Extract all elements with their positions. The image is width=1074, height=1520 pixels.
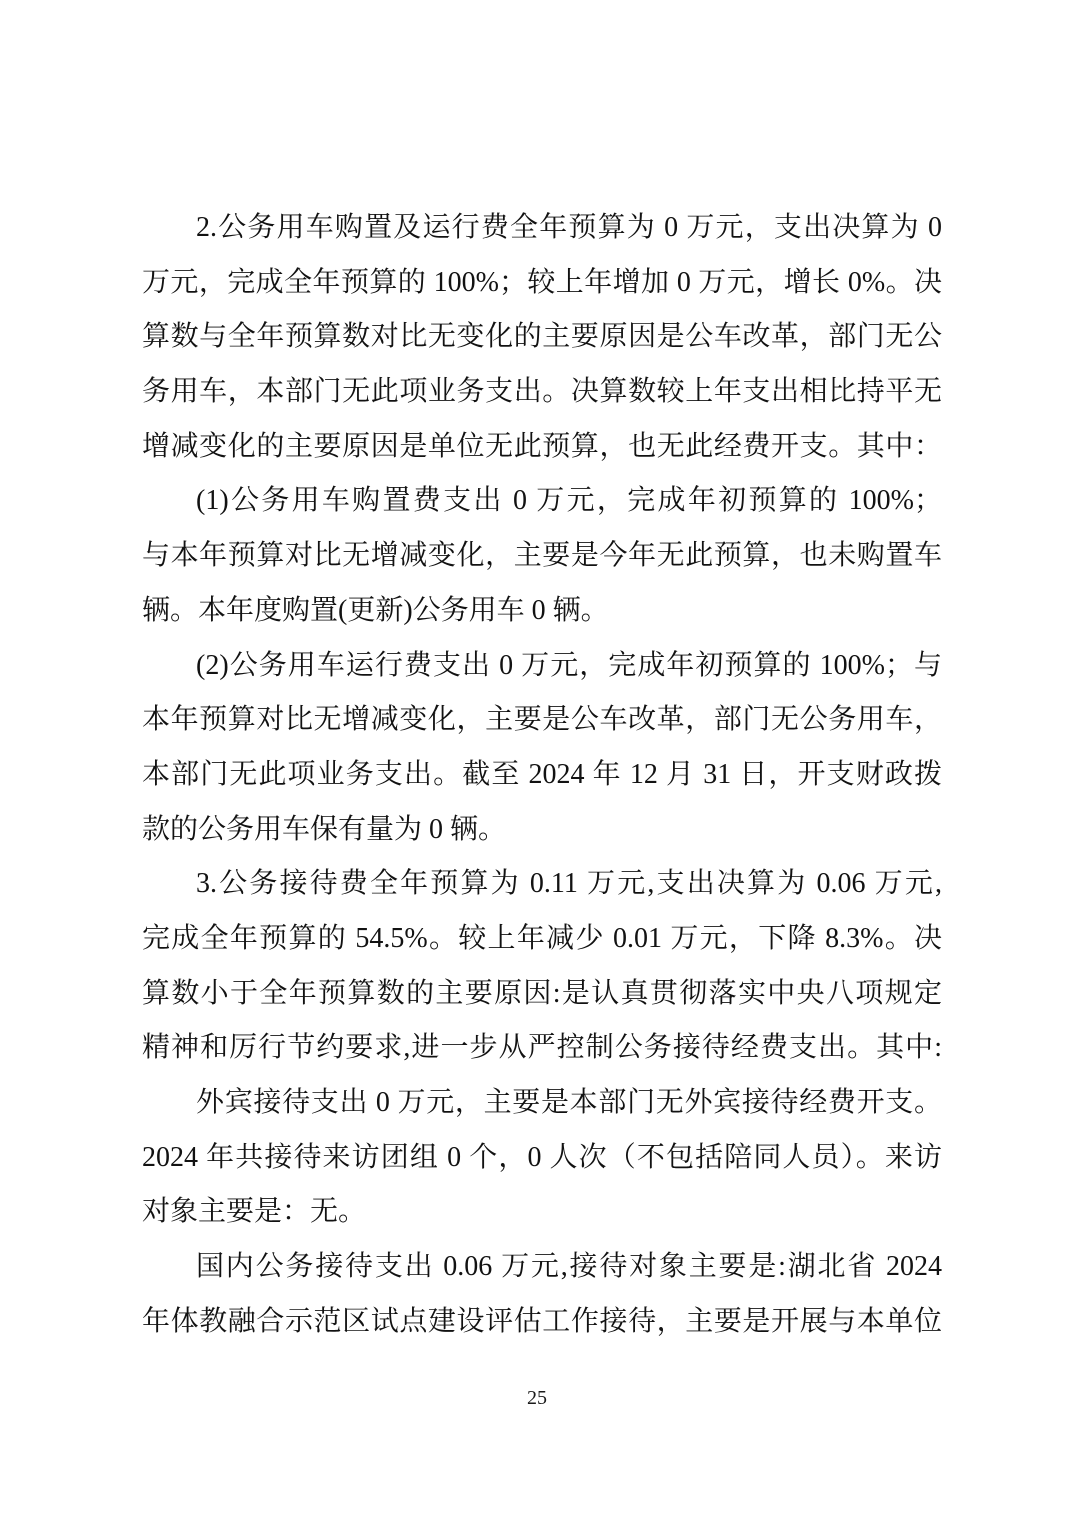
text-line: 国内公务接待支出 0.06 万元,接待对象主要是:湖北省 2024 bbox=[196, 1251, 942, 1283]
text-line: 款的公务用车保有量为 0 辆。 bbox=[142, 813, 507, 845]
page-number: 25 bbox=[527, 1387, 547, 1409]
text-line: 精神和厉行节约要求,进一步从严控制公务接待经费支出。其中: bbox=[142, 1032, 942, 1064]
text-line: 本年预算对比无增减变化，主要是公车改革，部门无公务用车， bbox=[142, 704, 942, 736]
text-line: 万元，完成全年预算的 100%；较上年增加 0 万元，增长 0%。决 bbox=[142, 266, 942, 298]
document-body bbox=[142, 201, 942, 1349]
text-line: 2.公务用车购置及运行费全年预算为 0 万元，支出决算为 0 bbox=[196, 212, 942, 243]
text-line: 2024 年共接待来访团组 0 个，0 人次（不包括陪同人员）。来访 bbox=[142, 1141, 942, 1173]
text-line: 本部门无此项业务支出。截至 2024 年 12 月 31 日，开支财政拨 bbox=[142, 758, 942, 790]
text-line: 对象主要是：无。 bbox=[142, 1196, 367, 1228]
text-line: 年体教融合示范区试点建设评估工作接待，主要是开展与本单位 bbox=[142, 1305, 942, 1337]
text-line: 算数小于全年预算数的主要原因:是认真贯彻落实中央八项规定 bbox=[142, 977, 942, 1009]
text-line: 与本年预算对比无增减变化，主要是今年无此预算，也未购置车 bbox=[142, 540, 942, 572]
text-line: 增减变化的主要原因是单位无此预算，也无此经费开支。其中： bbox=[142, 430, 942, 462]
page-footer bbox=[0, 1384, 1074, 1412]
text-line: (2)公务用车运行费支出 0 万元，完成年初预算的 100%；与 bbox=[196, 649, 942, 681]
text-line: 务用车，本部门无此项业务支出。决算数较上年支出相比持平无 bbox=[142, 376, 942, 408]
text-line: 外宾接待支出 0 万元，主要是本部门无外宾接待经费开支。 bbox=[196, 1087, 942, 1118]
text-line: (1)公务用车购置费支出 0 万元，完成年初预算的 100%； bbox=[196, 485, 942, 517]
text-line: 完成全年预算的 54.5%。较上年减少 0.01 万元，下降 8.3%。决 bbox=[142, 922, 942, 954]
text-line: 辆。本年度购置(更新)公务用车 0 辆。 bbox=[142, 594, 609, 626]
text-line: 3.公务接待费全年预算为 0.11 万元,支出决算为 0.06 万元, bbox=[196, 868, 942, 900]
text-line: 算数与全年预算数对比无变化的主要原因是公车改革，部门无公 bbox=[142, 321, 942, 353]
